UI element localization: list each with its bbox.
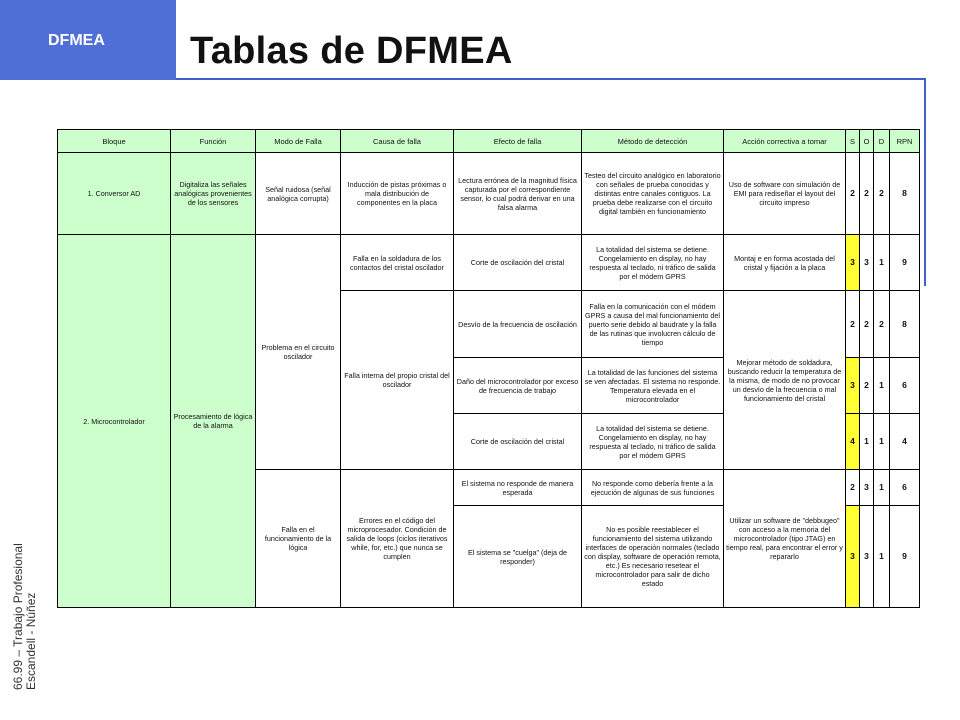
efecto-cell: Desvío de la frecuencia de oscilación <box>454 291 582 358</box>
accion-cell: Uso de software con simulación de EMI para rediseñar el layout del circuito impreso <box>724 153 846 235</box>
metodo-cell: La totalidad de las funciones del sistema se ven afectadas. El sistema no responde. Temperatura elevada en el microcontrolador <box>582 358 724 414</box>
side-caption <box>12 543 38 690</box>
o-cell: 1 <box>860 414 874 470</box>
efecto-cell: Daño del microcontrolador por exceso de frecuencia de trabajo <box>454 358 582 414</box>
d-cell: 1 <box>874 414 890 470</box>
o-cell: 2 <box>860 291 874 358</box>
o-cell: 3 <box>860 470 874 506</box>
frame-right-line <box>924 80 926 286</box>
table-row <box>58 235 920 291</box>
accion-cell: Utilizar un software de "debbugeo" con acceso a la memoria del microcontrolador (tipo JTAG) en tiempo real, para encontrar el error y repararlo <box>724 470 846 608</box>
d-cell: 1 <box>874 235 890 291</box>
rpn-cell: 6 <box>890 358 920 414</box>
s-cell: 2 <box>846 470 860 506</box>
funcion-cell: Procesamiento de lógica de la alarma <box>171 235 256 608</box>
metodo-cell: No es posible reestablecer el funcionamiento del sistema utilizando interfaces de operación normales (teclado con display, software de operación remota, etc.) Es necesario resetear el microcontrolador para salir de dicho estado <box>582 506 724 608</box>
accion-cell: Mejorar método de soldadura, buscando reducir la temperatura de la misma, de modo de no provocar un desvío de la frecuencia o mal funcionamiento del cristal <box>724 291 846 470</box>
efecto-cell: Corte de oscilación del cristal <box>454 235 582 291</box>
rpn-cell: 8 <box>890 153 920 235</box>
efecto-cell: El sistema no responde de manera esperada <box>454 470 582 506</box>
rpn-cell: 8 <box>890 291 920 358</box>
o-cell: 2 <box>860 358 874 414</box>
header-rpn: RPN <box>890 130 920 153</box>
s-cell: 3 <box>846 506 860 608</box>
header-s: S <box>846 130 860 153</box>
header-d: D <box>874 130 890 153</box>
header-causa: Causa de falla <box>341 130 454 153</box>
efecto-cell: Corte de oscilación del cristal <box>454 414 582 470</box>
bloque-cell: 2. Microcontrolador <box>58 235 171 608</box>
causa-cell: Errores en el código del microprocesador. Condición de salida de loops (ciclos iterativos while, for, etc.) que nunca se cumplen <box>341 470 454 608</box>
rpn-cell: 6 <box>890 470 920 506</box>
modo-cell: Falla en el funcionamiento de la lógica <box>256 470 341 608</box>
d-cell: 2 <box>874 153 890 235</box>
modo-cell: Problema en el circuito oscilador <box>256 235 341 470</box>
accion-cell: Montaj e en forma acostada del cristal y fijación a la placa <box>724 235 846 291</box>
o-cell: 2 <box>860 153 874 235</box>
d-cell: 2 <box>874 291 890 358</box>
header-metodo: Método de detección <box>582 130 724 153</box>
efecto-cell: Lectura errónea de la magnitud física capturada por el correspondiente sensor, lo cual podrá derivar en una falsa alarma <box>454 153 582 235</box>
rpn-cell: 4 <box>890 414 920 470</box>
o-cell: 3 <box>860 235 874 291</box>
header-bloque: Bloque <box>58 130 171 153</box>
side-caption-line2: Escandell - Núñez <box>24 592 38 690</box>
modo-cell: Señal ruidosa (señal analógica corrupta) <box>256 153 341 235</box>
dfmea-table <box>57 129 920 608</box>
table-header-row <box>58 130 920 153</box>
s-cell: 3 <box>846 358 860 414</box>
s-cell: 4 <box>846 414 860 470</box>
d-cell: 1 <box>874 506 890 608</box>
metodo-cell: La totalidad del sistema se detiene. Congelamiento en display, no hay respuesta al teclado, ni tráfico de salida por el módem GPRS <box>582 235 724 291</box>
title-underline <box>176 78 926 80</box>
page-title: Tablas de DFMEA <box>190 30 513 72</box>
metodo-cell: No responde como debería frente a la ejecución de algunas de sus funciones <box>582 470 724 506</box>
header-o: O <box>860 130 874 153</box>
funcion-cell: Digitaliza las señales analógicas provenientes de los sensores <box>171 153 256 235</box>
header-accion: Acción correctiva a tomar <box>724 130 846 153</box>
metodo-cell: La totalidad del sistema se detiene. Congelamiento en display, no hay respuesta al teclado, ni tráfico de salida por el módem GPRS <box>582 414 724 470</box>
section-tab <box>0 0 176 80</box>
metodo-cell: Falla en la comunicación con el módem GPRS a causa del mal funcionamiento del puerto serie debido al baudrate y la falla de las rutinas que involucren cálculo de tiempo <box>582 291 724 358</box>
s-cell: 3 <box>846 235 860 291</box>
header-funcion: Función <box>171 130 256 153</box>
metodo-cell: Testeo del circuito analógico en laboratorio con señales de prueba conocidas y distintas entre canales contiguos. La prueba debe realizarse con el circuito digital también en funcionamiento <box>582 153 724 235</box>
header-efecto: Efecto de falla <box>454 130 582 153</box>
d-cell: 1 <box>874 358 890 414</box>
efecto-cell: El sistema se "cuelga" (deja de responder) <box>454 506 582 608</box>
section-tab-label: DFMEA <box>48 32 105 49</box>
causa-cell: Falla en la soldadura de los contactos del cristal oscilador <box>341 235 454 291</box>
rpn-cell: 9 <box>890 506 920 608</box>
causa-cell: Inducción de pistas próximas o mala distribución de componentes en la placa <box>341 153 454 235</box>
d-cell: 1 <box>874 470 890 506</box>
rpn-cell: 9 <box>890 235 920 291</box>
bloque-cell: 1. Conversor AD <box>58 153 171 235</box>
side-caption-line1: 66.99 – Trabajo Profesional <box>11 543 25 690</box>
s-cell: 2 <box>846 153 860 235</box>
header-modo: Modo de Falla <box>256 130 341 153</box>
s-cell: 2 <box>846 291 860 358</box>
causa-cell: Falla interna del propio cristal del oscilador <box>341 291 454 470</box>
table-row <box>58 153 920 235</box>
o-cell: 3 <box>860 506 874 608</box>
